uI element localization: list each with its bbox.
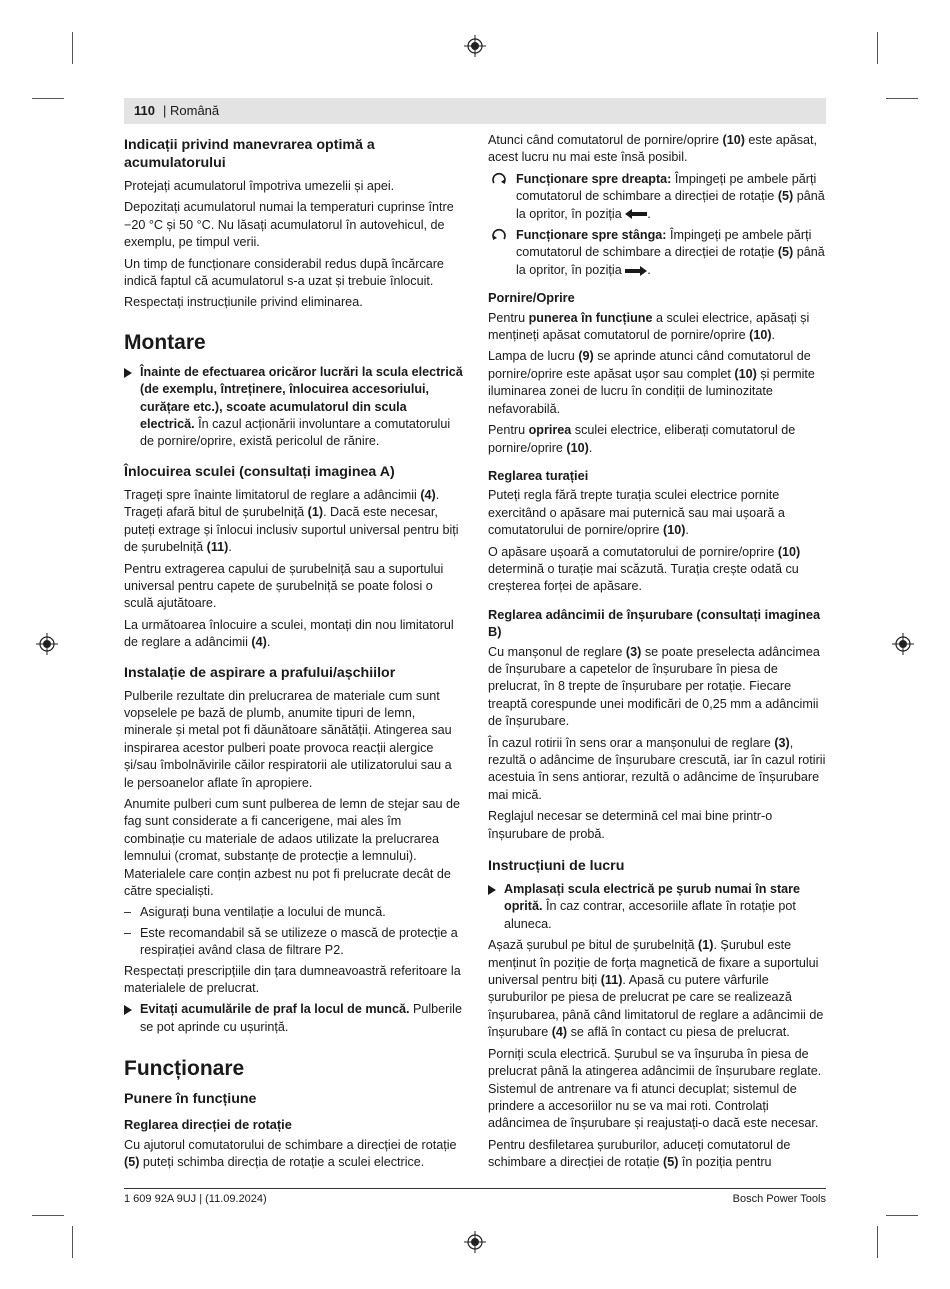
subsection-title-speed: Reglarea turației xyxy=(488,467,589,483)
subsection-title-on-off: Pornire/Oprire xyxy=(488,290,575,306)
crop-mark xyxy=(72,32,73,64)
bullet-triangle-icon xyxy=(124,368,132,378)
paragraph: Respectați prescripțiile din țara dumneavoastră referitoare la materialele de prelucrat. xyxy=(124,963,461,996)
warning-bold: Înainte de efectuarea oricăror lucrări la scula electrică (de exemplu, întreținere, înlocuirea accesoriului, curățare etc.), scoate acumulatorul din scula electrică. xyxy=(140,364,463,432)
page-number: 110 xyxy=(134,103,155,118)
paragraph: Atunci când comutatorul de pornire/oprire (10) este apăsat, acest lucru nu mai este însă posibil. xyxy=(488,133,818,165)
section-title-work-instructions: Instrucțiuni de lucru xyxy=(488,858,625,875)
paragraph: Pentru extragerea capului de șurubelniță sau a suportului universal pentru capete de șurubelniță se poate folosi o sculă ajutătoare. xyxy=(124,561,444,611)
paragraph: Pentru desfiletarea șuruburilor, aduceți comutatorul de schimbare a direcției de rotație (5) în poziția pentru xyxy=(488,1137,791,1170)
paragraph: Anumite pulberi cum sunt pulberea de lemn de stejar sau de fag sunt considerate a fi cancerigene, mai ales îm combinație cu materiale de adaos utilizate la prelucrarea lemnului (cromat, substanțe de protecție a lemnului). Materialele care conțin azbest nu pot fi prelucrate decât de către specialiști. xyxy=(124,796,461,898)
paragraph: Protejați acumulatorul împotriva umezelii și apei. xyxy=(124,179,395,193)
crop-mark xyxy=(72,1226,73,1258)
left-column xyxy=(124,132,464,1175)
footer-doc-code: 1 609 92A 9UJ | (11.09.2024) xyxy=(124,1193,267,1205)
section-title-battery: Indicații privind manevrarea optimă a acumulatorului xyxy=(124,137,375,171)
header-separator: | xyxy=(163,103,167,118)
registration-mark-icon xyxy=(36,633,58,655)
rotate-counterclockwise-icon xyxy=(490,228,508,242)
crop-mark xyxy=(32,98,64,99)
paragraph: Pentru punerea în funcțiune a sculei electrice, apăsați și mențineți apăsat comutatorul de pornire/oprire (10). xyxy=(488,310,810,343)
paragraph: O apăsare ușoară a comutatorului de pornire/oprire (10) determină o turație mai scăzută. Turația crește odată cu creșterea forței de apăsare. xyxy=(488,544,801,594)
chapter-title-montare: Montare xyxy=(124,330,206,354)
paragraph: Porniți scula electrică. Șurubul se va înșuruba în piesa de prelucrat până la atingerea adâncimii de înșurubare reglate. Sistemul de antrenare va fi atunci decuplat; sistemul de prindere a accesoriilor nu se va mai roti. Controlați adâncimea de înșurubare și reajustați-o dacă este necesar. xyxy=(488,1046,822,1131)
page-header xyxy=(124,98,826,124)
section-title-tool-change: Înlocuirea sculei (consultați imaginea A) xyxy=(124,463,395,480)
paragraph: Cu manșonul de reglare (3) se poate preselecta adâncimea de înșurubare a capetelor de înșurubare în piesa de prelucrat, în 8 trepte de înșurubare per rotație. Fiecare treaptă corespunde unei modificări de 0,25 mm a adâncimii de înșurubare. xyxy=(488,644,820,729)
paragraph: Lampa de lucru (9) se aprinde atunci când comutatorul de pornire/oprire este apăsat ușor sau complet (10) și permite iluminarea zonei de lucru în condiții de luminozitate nefavorabilă. xyxy=(488,349,815,416)
paragraph: Așază șurubul pe bitul de șurubelniță (1). Șurubul este menținut în poziție de forța magnetică de fixare a suportului universal pentru biți (11). Apasă cu putere vârfurile șuruburilor pe piesa de prelucrat pe care se realizează înșurubarea, până când limitatorul de reglare a adâncimii de înșurubare (4) se află în contact cu piesa de prelucrat. xyxy=(488,938,824,1040)
header-language: Română xyxy=(170,103,220,118)
list-item: – Este recomandabil să se utilizeze o mască de protecție a respirației având clasa de filtrare P2. xyxy=(124,925,458,958)
section-title-start: Punere în funcțiune xyxy=(124,1091,257,1108)
paragraph: Pentru oprirea sculei electrice, eliberați comutatorul de pornire/oprire (10). xyxy=(488,423,796,455)
paragraph: În cazul rotirii în sens orar a manșonului de reglare (3), rezultă o adâncime de înșurubare crescută, iar în cazul rotirii acestuia în sens antiorar, rezultă o adâncime de înșurubare mai mică. xyxy=(488,735,826,802)
warning-bold: Evitați acumulările de praf la locul de muncă. xyxy=(140,1002,410,1017)
subsection-title-rotation: Reglarea direcției de rotație xyxy=(124,1117,292,1133)
crop-mark xyxy=(886,1215,918,1216)
bullet-triangle-icon xyxy=(124,1005,132,1015)
registration-mark-icon xyxy=(892,633,914,655)
rotation-left-item: Funcționare spre stânga: Împingeți pe ambele părți comutatorul de schimbare a direcției de rotație (5) până la opritor, în poziția . xyxy=(488,227,828,279)
subsection-title-depth: Reglarea adâncimii de înșurubare (consultați imaginea B) xyxy=(488,606,821,640)
chapter-title-functionare: Funcționare xyxy=(124,1057,245,1081)
list-item: – Asigurați buna ventilație a locului de muncă. xyxy=(124,905,386,920)
paragraph: Puteți regla fără trepte turația sculei electrice pornite exercitând o apăsare mai puternică sau mai ușoară a comutatorului de pornire/oprire (10). xyxy=(488,488,785,538)
bullet-triangle-icon xyxy=(488,885,496,895)
warning-bullet xyxy=(124,364,464,451)
footer-rule xyxy=(124,1188,826,1189)
paragraph: Respectați instrucțiunile privind eliminarea. xyxy=(124,295,363,310)
paragraph: Pulberile rezultate din prelucrarea de materiale cum sunt vopselele pe bază de plumb, anumite tipuri de lemn, minerale și metal pot fi dăunătoare sănătății. Atingerea sau inspirarea acestor pulberi poate provoca reacții alergice și/sau îmbolnăvirile căilor respiratorii ale utilizatorului sau a le persoanelor aflate în apropiere. xyxy=(124,688,452,790)
rotate-clockwise-icon xyxy=(490,172,508,186)
paragraph: Cu ajutorul comutatorului de schimbare a direcției de rotație (5) puteți schimba direcția de rotație a sculei electrice. xyxy=(124,1137,457,1170)
crop-mark xyxy=(886,98,918,99)
warning-text: Pulberile se pot aprinde cu ușurință. xyxy=(140,1002,462,1034)
registration-mark-icon xyxy=(464,35,486,57)
warning-bullet: Amplasați scula electrică pe șurub numai în stare oprită. În caz contrar, accesoriile aflate în rotație pot aluneca. xyxy=(488,881,828,933)
arrow-left-icon xyxy=(625,209,647,219)
right-column xyxy=(488,132,828,1176)
paragraph: La următoarea înlocuire a sculei, montați din nou limitatorul de reglare a adâncimii (4). xyxy=(124,617,454,650)
arrow-right-icon xyxy=(625,266,647,276)
paragraph: Depozitați acumulatorul numai la temperaturi cuprinse între −20 °C și 50 °C. Nu lăsați acumulatorul în autovehicul, de exemplu, pe timpul verii. xyxy=(124,200,454,250)
warning-bullet xyxy=(124,1001,464,1036)
footer-brand: Bosch Power Tools xyxy=(732,1193,826,1205)
paragraph: Un timp de funcționare considerabil redus după încărcare indică faptul că acumulatorul s-a uzat și trebuie înlocuit. xyxy=(124,256,444,289)
crop-mark xyxy=(877,1226,878,1258)
crop-mark xyxy=(32,1215,64,1216)
paragraph: Trageți spre înainte limitatorul de reglare a adâncimii (4). Trageți afară bitul de șurubelniță (1). Dacă este necesar, puteți extrage și înlocui inclusiv suportul universal pentru biți de șurubelniță (11). xyxy=(124,487,459,555)
rotation-right-item: Funcționare spre dreapta: Împingeți pe ambele părți comutatorul de schimbare a direcției de rotație (5) până la opritor, în poziția . xyxy=(488,171,828,223)
registration-mark-icon xyxy=(464,1231,486,1253)
warning-text: În cazul acționării involuntare a comutatorului de pornire/oprire, există pericolul de rănire. xyxy=(140,417,451,449)
section-title-dust: Instalație de aspirare a prafului/așchiilor xyxy=(124,664,396,681)
paragraph: Reglajul necesar se determină cel mai bine printr-o înșurubare de probă. xyxy=(488,809,773,841)
crop-mark xyxy=(877,32,878,64)
